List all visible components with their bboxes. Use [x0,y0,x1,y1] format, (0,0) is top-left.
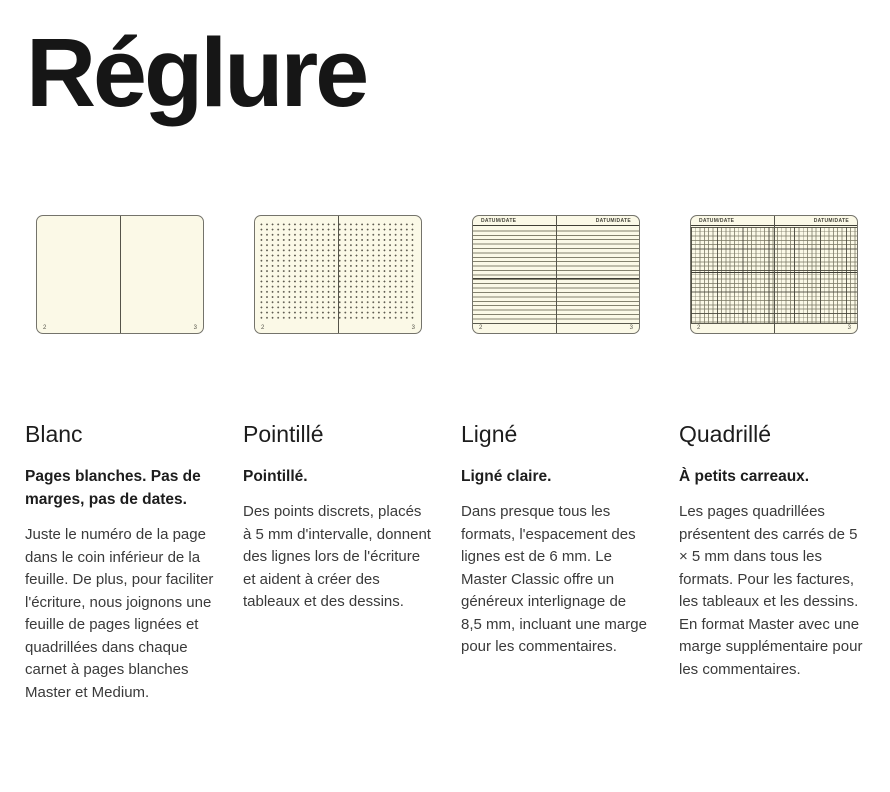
column-blanc [25,215,215,704]
ruling-description: Dans presque tous les formats, l'espacement des lignes est de 6 mm. Le Master Classic offre un généreux interlignage de 8,5 mm, incluant une marge pour les commentaires. [461,503,647,656]
ruling-description: Juste le numéro de la page dans le coin inférieur de la feuille. De plus, pour faciliter l'écriture, nous joignons une feuille de pages lignées et quadrillées dans chaque carnet à pages blanches Master et Medium. [25,526,214,701]
page-number-left: 2 [261,325,265,332]
page-number-left: 2 [43,325,47,332]
date-label-left: DATUM/DATE [481,218,517,225]
page-number-left: 2 [479,325,483,332]
ruling-lead: Pointillé. [243,468,308,486]
page-number-right: 3 [411,325,415,332]
ruling-lead: Pages blanches. Pas de marges, pas de dates. [25,468,201,509]
date-label-right: DATUM/DATE [813,218,849,225]
ruling-description: Les pages quadrillées présentent des carrés de 5 × 5 mm dans tous les formats. Pour les factures, les tableaux et les dessins. En format Master avec une marge supplémentaire pour les commentaires. [679,503,863,678]
page-spine [556,216,557,333]
ruling-heading: Blanc [25,421,83,448]
page-number-left: 2 [697,325,701,332]
dotted-notebook-spread [254,215,422,334]
date-label-right: DATUM/DATE [595,218,631,225]
blank-notebook-spread [36,215,204,334]
date-label-left: DATUM/DATE [699,218,735,225]
page-number-right: 3 [629,325,633,332]
ruling-heading: Quadrillé [679,421,772,448]
ruling-lead: Ligné claire. [461,468,552,486]
ruling-heading: Ligné [461,421,518,448]
ruled-notebook-spread [472,215,640,334]
page-spine [120,216,121,333]
dotted-pages-preview [243,215,433,335]
page-number-right: 3 [193,325,197,332]
column-pointille [243,215,433,704]
grid-notebook-spread [690,215,858,334]
ruling-grid [25,215,890,704]
grid-pages-preview [679,215,869,335]
page-spine [338,216,339,333]
ruling-heading: Pointillé [243,421,324,448]
blank-pages-preview [25,215,215,335]
page-title: Réglure [26,18,367,127]
column-ligne [461,215,651,704]
page-spine [774,216,775,333]
ruling-description: Des points discrets, placés à 5 mm d'intervalle, donnent des lignes lors de l'écriture et aident à créer des tableaux et des dessins. [243,503,431,611]
column-quadrille [679,215,869,704]
page-number-right: 3 [847,325,851,332]
ruling-lead: À petits carreaux. [679,468,810,486]
ruled-pages-preview [461,215,651,335]
reglure-section [0,16,890,792]
